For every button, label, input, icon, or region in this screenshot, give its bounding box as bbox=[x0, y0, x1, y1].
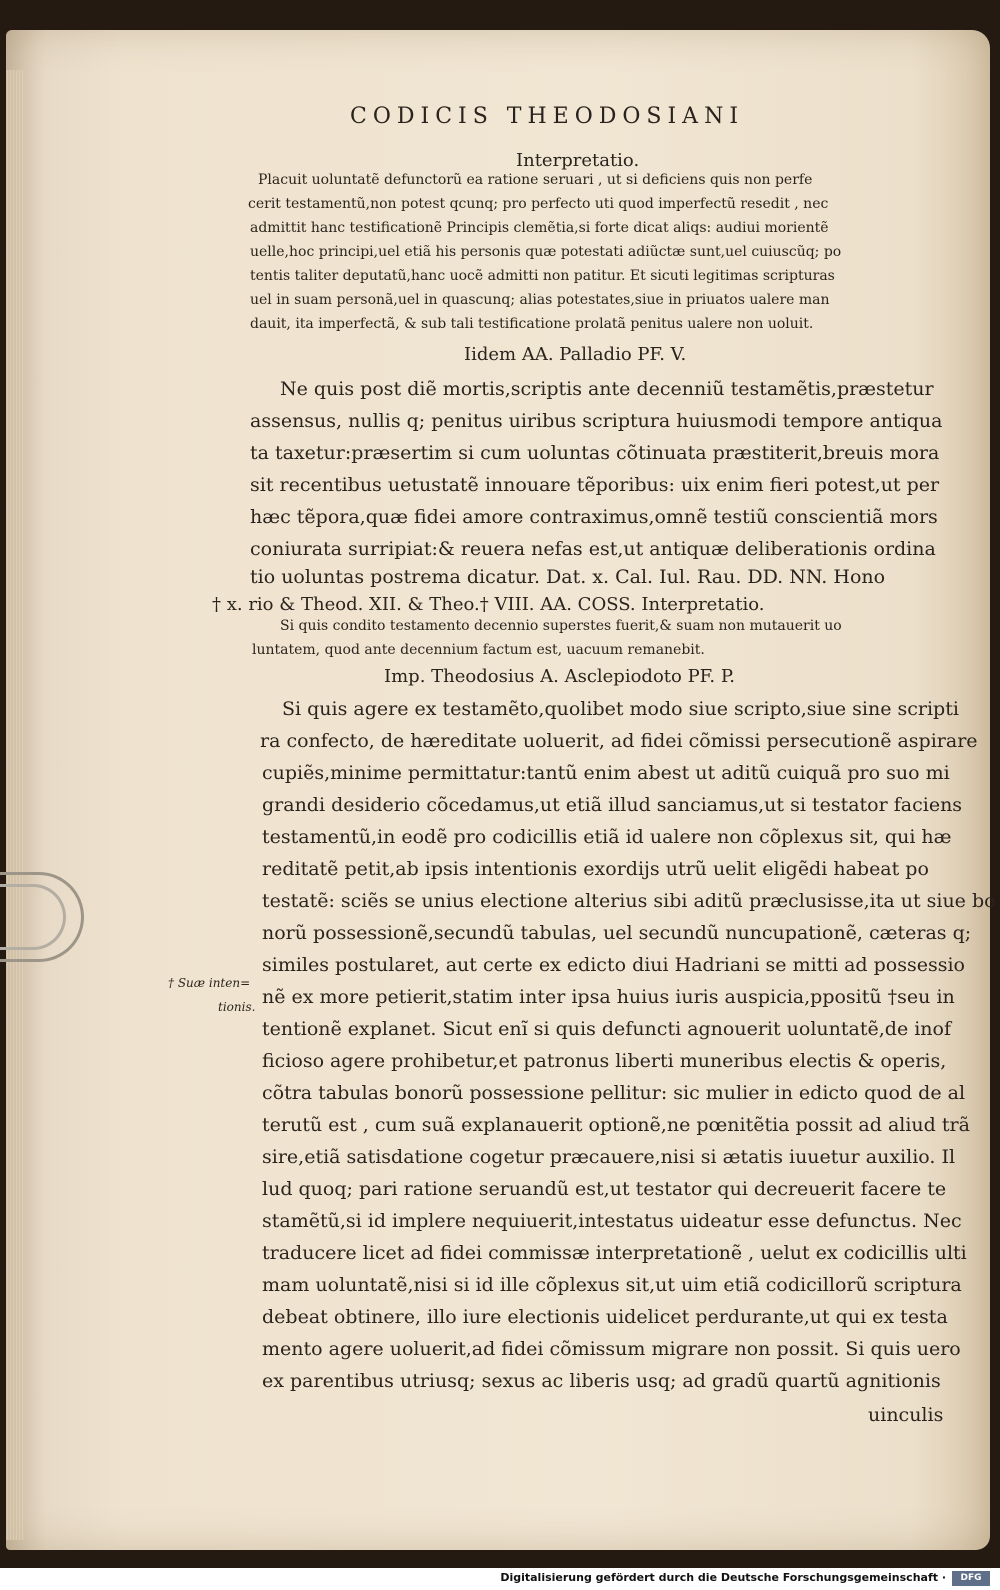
text-line: ta taxetur:præsertim si cum uoluntas cõtinuata præstiterit,breuis mora bbox=[250, 442, 940, 464]
text-line: grandi desiderio cõcedamus,ut etiã illud sanciamus,ut si testator faciens bbox=[262, 794, 963, 816]
text-line: testatẽ: sciẽs se unius electione alterius sibi aditũ præclusisse,ita ut siue bo bbox=[262, 890, 996, 912]
text-line: coniurata surripiat:& reuera nefas est,ut antiquæ deliberationis ordina bbox=[250, 538, 936, 560]
text-line: uelle,hoc principi,uel etiã his personis quæ potestati adiũctæ sunt,uel cuiuscũq; po bbox=[250, 244, 842, 260]
text-line: stamẽtũ,si id implere nequiuerit,intestatus uideatur esse defunctus. Nec bbox=[262, 1210, 962, 1232]
text-line: tentionẽ explanet. Sicut enĩ si quis defuncti agnouerit uoluntatẽ,de inof bbox=[262, 1018, 952, 1040]
text-line: ex parentibus utriusq; sexus ac liberis usq; ad gradũ quartũ agnitionis bbox=[262, 1370, 941, 1392]
text-line: luntatem, quod ante decennium factum est, uacuum remanebit. bbox=[252, 642, 705, 658]
text-line: Interpretatio. bbox=[516, 150, 640, 171]
text-line: lud quoq; pari ratione seruandũ est,ut testator qui decreuerit facere te bbox=[262, 1178, 947, 1200]
margin-note-line-2: tionis. bbox=[218, 1000, 256, 1014]
text-line: dauit, ita imperfectã, & sub tali testificatione prolatã penitus ualere non uoluit. bbox=[250, 316, 814, 332]
text-line: assensus, nullis q; penitus uiribus scriptura huiusmodi tempore antiqua bbox=[250, 410, 943, 432]
text-line: hæc tẽpora,quæ fidei amore contraximus,omnẽ testiũ conscientiã mors bbox=[250, 506, 938, 528]
dfg-logo: DFG bbox=[952, 1571, 990, 1586]
text-line: † x. rio & Theod. XII. & Theo.† VIII. AA. COSS. Interpretatio. bbox=[212, 594, 765, 615]
text-line: mento agere uoluerit,ad fidei cõmissum migrare non possit. Si quis uero bbox=[262, 1338, 961, 1360]
text-line: testamentũ,in eodẽ pro codicillis etiã id ualere non cõplexus sit, qui hæ bbox=[262, 826, 952, 848]
footer-bar bbox=[0, 1568, 1000, 1590]
text-line: uinculis bbox=[868, 1404, 944, 1426]
text-line: cupiẽs,minime permittatur:tantũ enim abest ut aditũ cuiquã pro suo mi bbox=[262, 762, 950, 784]
text-line: norũ possessionẽ,secundũ tabulas, uel secundũ nuncupationẽ, cæteras q; bbox=[262, 922, 972, 944]
text-line: ficioso agere prohibetur,et patronus liberti muneribus electis & operis, bbox=[262, 1050, 947, 1072]
text-line: Si quis agere ex testamẽto,quolibet modo siue scripto,siue sine scripti bbox=[282, 698, 959, 720]
margin-note-line-1: † Suæ inten= bbox=[168, 976, 251, 990]
text-line: cerit testamentũ,non potest qcunq; pro perfecto uti quod imperfectũ resedit , nec bbox=[248, 196, 829, 212]
text-line: Placuit uoluntatẽ defunctorũ ea ratione seruari , ut si deficiens quis non perfe bbox=[258, 172, 813, 188]
text-line: ra confecto, de hæreditate uoluerit, ad fidei cõmissi persecutionẽ aspirare bbox=[260, 730, 978, 752]
text-line: tentis taliter deputatũ,hanc uocẽ admitti non patitur. Et sicuti legitimas scripturas bbox=[250, 268, 835, 284]
text-line: Ne quis post diẽ mortis,scriptis ante decenniũ testamẽtis,præstetur bbox=[280, 378, 934, 400]
text-line: Imp. Theodosius A. Asclepiodoto PF. P. bbox=[384, 666, 735, 687]
funding-credit: Digitalisierung gefördert durch die Deutsche Forschungsgemeinschaft · bbox=[500, 1571, 946, 1584]
text-line: debeat obtinere, illo iure electionis uidelicet perdurante,ut qui ex testa bbox=[262, 1306, 948, 1328]
text-line: Iidem AA. Palladio PF. V. bbox=[464, 344, 687, 365]
text-line: Si quis condito testamento decennio superstes fuerit,& suam non mutauerit uo bbox=[280, 618, 842, 634]
paper-clip-inner bbox=[0, 884, 66, 950]
text-line: sire,etiã satisdatione cogetur præcauere,nisi si ætatis iuuetur auxilio. Il bbox=[262, 1146, 956, 1168]
text-line: cõtra tabulas bonorũ possessione pellitur: sic mulier in edicto quod de al bbox=[262, 1082, 966, 1104]
text-line: traducere licet ad fidei commissæ interpretationẽ , uelut ex codicillis ulti bbox=[262, 1242, 967, 1264]
text-line: terutũ est , cum suã explanauerit optionẽ,ne pœnitẽtia possit ad aliud trã bbox=[262, 1114, 970, 1136]
page-edge-stack bbox=[6, 70, 24, 1540]
text-line: admittit hanc testificationẽ Principis clemẽtia,si forte dicat aliqs: audiui morientẽ bbox=[250, 220, 829, 236]
text-line: nẽ ex more petierit,statim inter ipsa huius iuris auspicia,ppositũ †seu in bbox=[262, 986, 955, 1008]
text-line: similes postularet, aut certe ex edicto diui Hadriani se mitti ad possessio bbox=[262, 954, 965, 976]
text-line: reditatẽ petit,ab ipsis intentionis exordijs utrũ uelit eligẽdi habeat po bbox=[262, 858, 929, 880]
text-line: uel in suam personã,uel in quascunq; alias potestates,siue in priuatos ualere man bbox=[250, 292, 830, 308]
text-line: sit recentibus uetustatẽ innouare tẽporibus: uix enim fieri potest,ut per bbox=[250, 474, 940, 496]
running-head: CODICIS THEODOSIANI bbox=[350, 104, 745, 129]
text-line: tio uoluntas postrema dicatur. Dat. x. Cal. Iul. Rau. DD. NN. Hono bbox=[250, 566, 886, 588]
text-line: mam uoluntatẽ,nisi si id ille cõplexus sit,ut uim etiã codicillorũ scriptura bbox=[262, 1274, 962, 1296]
